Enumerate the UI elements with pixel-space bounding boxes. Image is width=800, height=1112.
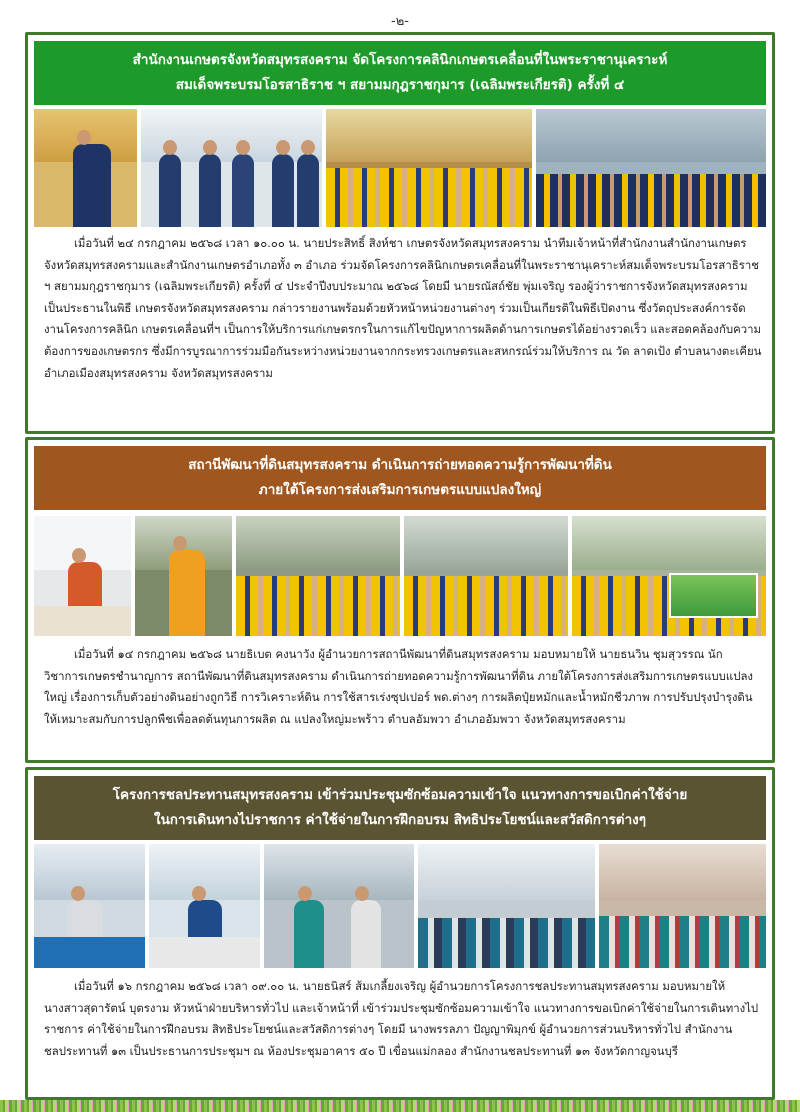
grass-border-decoration [0,1100,800,1112]
section-body [44,233,762,384]
photo-training-audience [236,516,400,636]
section-title-line1: สถานีพัฒนาที่ดินสมุทรสงคราม ดำเนินการถ่ายทอดความรู้การพัฒนาที่ดิน [188,457,612,473]
photo-meeting-tables [599,844,766,968]
photo-opening-ceremony [141,109,323,227]
photo-strip [34,109,766,227]
photo-group-banner [572,516,766,636]
photo-audience [326,109,532,227]
section-title-line2: ภายใต้โครงการส่งเสริมการเกษตรแบบแปลงใหญ่ [258,482,542,498]
section-body-text: เมื่อวันที่ ๑๖ กรกฎาคม ๒๕๖๘ เวลา ๐๙.๐๐ น. นายธนิสร์ ส้มเกลี้ยงเจริญ ผู้อำนวยการโครงการชลประทานสมุทรสงคราม มอบหมายให้ นางสาวสุดารัตน์ บุตรงาม หัวหน้าฝ่ายบริหารทั่วไป และเจ้าหน้าที่ เข้าร่วมประชุมซักซ้อมความเข้าใจ แนวทางการขอเบิกค่าใช้จ่ายในการเดินทางไปราชการ ค่าใช้จ่ายในการฝึกอบรม สิทธิประโยชน์และสวัสดิการต่างๆ โดยมี นางพรรลภา ปัญญาพิมุกข์ ผู้อำนวยการส่วนบริหารทั่วไป สำนักงานชลประทานที่ ๑๓ เป็นประธานการประชุมฯ ณ ห้องประชุมอาคาร ๕๐ ปี เขื่อนแม่กลอง สำนักงานชลประทานที่ ๑๓ จังหวัดกาญจนบุรี [44,979,759,1058]
photo-participants [404,516,568,636]
photo-meeting-official [149,844,260,968]
photo-speaker-seated [34,516,131,636]
page-number: -๒- [391,14,409,29]
section-body-text: เมื่อวันที่ ๑๔ กรกฎาคม ๒๕๖๘ นายธิเบต คงนาวัง ผู้อำนวยการสถานีพัฒนาที่ดินสมุทรสงคราม มอบหมายให้ นายธนวิน ชุมสุวรรณ นักวิชาการเกษตรชำนาญการ สถานีพัฒนาที่ดินสมุทรสงคราม ดำเนินการถ่ายทอดความรู้การพัฒนาที่ดิน ภายใต้โครงการส่งเสริมการเกษตรแบบแปลงใหญ่ เรื่องการเก็บตัวอย่างดินอย่างถูกวิธี การวิเคราะห์ดิน การใช้สารเร่งซุปเปอร์ พด.ต่างๆ การผลิตปุ๋ยหมักและน้ำหมักชีวภาพ การปรับปรุงบำรุงดินให้เหมาะสมกับการปลูกพืชเพื่อลดต้นทุนการผลิต ณ แปลงใหญ่มะพร้าว ตำบลอัมพวา อำเภออัมพวา จังหวัดสมุทรสงคราม [44,647,753,726]
section-title-banner [34,41,766,105]
photo-meeting-room [418,844,596,968]
section-body-text: เมื่อวันที่ ๒๔ กรกฎาคม ๒๕๖๘ เวลา ๑๐.๐๐ น. นายประสิทธิ์ สิงห์ชา เกษตรจังหวัดสมุทรสงคราม นำทีมเจ้าหน้าที่สำนักงานสำนักงานเกษตรจังหวัดสมุทรสงครามและสำนักงานเกษตรอำเภอทั้ง ๓ อำเภอ ร่วมจัดโครงการคลินิกเกษตรเคลื่อนที่ในพระราชานุเคราะห์สมเด็จพระบรมโอรสาธิราช ฯ สยามมกุฎราชกุมาร (เฉลิมพระเกียรติ) ครั้งที่ ๔ ประจำปีงบประมาณ ๒๕๖๘ โดยมี นายรณัสถ์ชัย พุ่มเจริญ รองผู้ว่าราชการจังหวัดสมุทรสงคราม เป็นประธานในพิธี เกษตรจังหวัดสมุทรสงคราม กล่าวรายงานพร้อมด้วยหัวหน้าหน่วยงานต่างๆ ร่วมเป็นเกียรติในพิธีเปิดงาน ซึ่งวัตถุประสงค์การจัดงานโครงการคลินิก เกษตรเคลื่อนที่ฯ เป็นการให้บริการแก่เกษตรกรในการแก้ไขปัญหาการผลิตด้านการเกษตรได้อย่างรวดเร็ว และสอดคล้องกับความต้องการของเกษตรกร ซึ่งมีการบูรณาการร่วมมือกันระหว่างหน่วยงานจากกระทรวงเกษตรและสหกรณ์ร่วมให้บริการ ณ วัด ลาดเป้ง ตำบลนางตะเคียน อำเภอเมืองสมุทรสงคราม จังหวัดสมุทรสงคราม [44,236,762,380]
news-section-irrigation-meeting [25,767,775,1100]
photo-group [536,109,766,227]
news-section-agriculture-clinic [25,32,775,434]
section-title-line1: โครงการชลประทานสมุทรสงคราม เข้าร่วมประชุมซักซ้อมความเข้าใจ แนวทางการขอเบิกค่าใช้จ่าย [112,787,688,803]
section-title-line2: ในการเดินทางไปราชการ ค่าใช้จ่ายในการฝึกอบรม สิทธิประโยชน์และสวัสดิการต่างๆ [153,812,647,828]
section-title-banner [34,776,766,840]
section-body [44,976,762,1062]
photo-meeting-chair [34,844,145,968]
photo-speaker-microphone [135,516,232,636]
section-title-line2: สมเด็จพระบรมโอรสาธิราช ฯ สยามมกุฎราชกุมาร (เฉลิมพระเกียรติ) ครั้งที่ ๔ [175,77,625,93]
photo-strip [34,844,766,968]
photo-strip [34,516,766,636]
photo-official-portrait [34,109,137,227]
news-section-land-development [25,437,775,763]
section-title-line1: สำนักงานเกษตรจังหวัดสมุทรสงคราม จัดโครงการคลินิกเกษตรเคลื่อนที่ในพระราชานุเคราะห์ [132,52,668,68]
photo-meeting-staff [264,844,414,968]
section-title-banner [34,446,766,510]
section-body [44,644,762,730]
